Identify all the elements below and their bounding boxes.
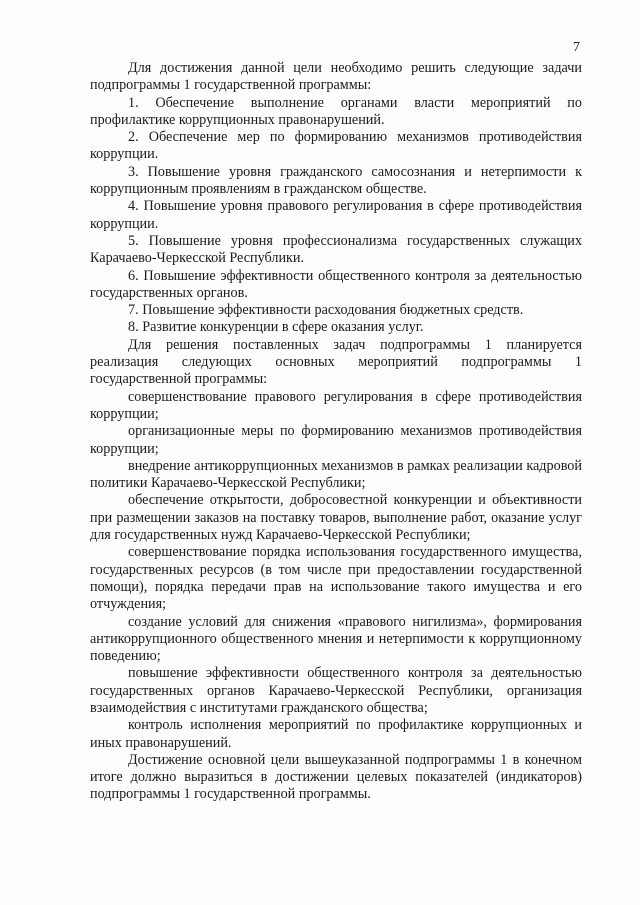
- measure-item: совершенствование порядка использования государственного имущества, государственных ресурсов (в том числе при предоставлении государственной помощи), порядка передачи прав на использование такого имущества и его отчуждения;: [90, 544, 582, 613]
- measure-item: совершенствование правового регулирования в сфере противодействия коррупции;: [90, 388, 582, 422]
- paragraph: Для достижения данной цели необходимо решить следующие задачи подпрограммы 1 государственной программы:: [90, 60, 582, 94]
- measure-item: создание условий для снижения «правового нигилизма», формирования антикоррупционного общественного мнения и нетерпимости к коррупционному поведению;: [90, 613, 582, 665]
- task-item: 6. Повышение эффективности общественного контроля за деятельностью государственных органов.: [90, 267, 582, 301]
- measure-item: организационные меры по формированию механизмов противодействия коррупции;: [90, 423, 582, 457]
- measure-item: внедрение антикоррупционных механизмов в рамках реализации кадровой политики Карачаево-Черкесской Республики;: [90, 457, 582, 492]
- task-item: 2. Обеспечение мер по формированию механизмов противодействия коррупции.: [90, 129, 582, 163]
- paragraph: Достижение основной цели вышеуказанной подпрограммы 1 в конечном итоге должно выразиться в достижении целевых показателей (индикаторов) подпрограммы 1 государственной программы.: [90, 751, 582, 803]
- measure-item: контроль исполнения мероприятий по профилактике коррупционных и иных правонарушений.: [90, 717, 582, 751]
- measure-item: повышение эффективности общественного контроля за деятельностью государственных органов Карачаево-Черкесской Республики, организация взаимодействия с институтами гражданского общества;: [90, 665, 582, 716]
- task-item: 8. Развитие конкуренции в сфере оказания услуг.: [128, 319, 424, 336]
- task-item: 3. Повышение уровня гражданского самосознания и нетерпимости к коррупционным проявлениям в гражданском обществе.: [90, 163, 582, 198]
- task-item: 5. Повышение уровня профессионализма государственных служащих Карачаево-Черкесской Республики.: [90, 232, 582, 267]
- body-text: [90, 60, 582, 804]
- page-number: 7: [573, 40, 580, 55]
- task-item: 7. Повышение эффективности расходования бюджетных средств.: [128, 302, 524, 319]
- paragraph: Для решения поставленных задач подпрограммы 1 планируется реализация следующих основных мероприятий подпрограммы 1 государственной программы:: [90, 336, 582, 388]
- measure-item: обеспечение открытости, добросовестной конкуренции и объективности при размещении заказов на поставку товаров, выполнение работ, оказание услуг для государственных нужд Карачаево-Черкесской Республики;: [90, 492, 582, 544]
- task-item: 4. Повышение уровня правового регулирования в сфере противодействия коррупции.: [90, 198, 582, 232]
- task-item: 1. Обеспечение выполнение органами власти мероприятий по профилактике коррупционных правонарушений.: [90, 94, 582, 128]
